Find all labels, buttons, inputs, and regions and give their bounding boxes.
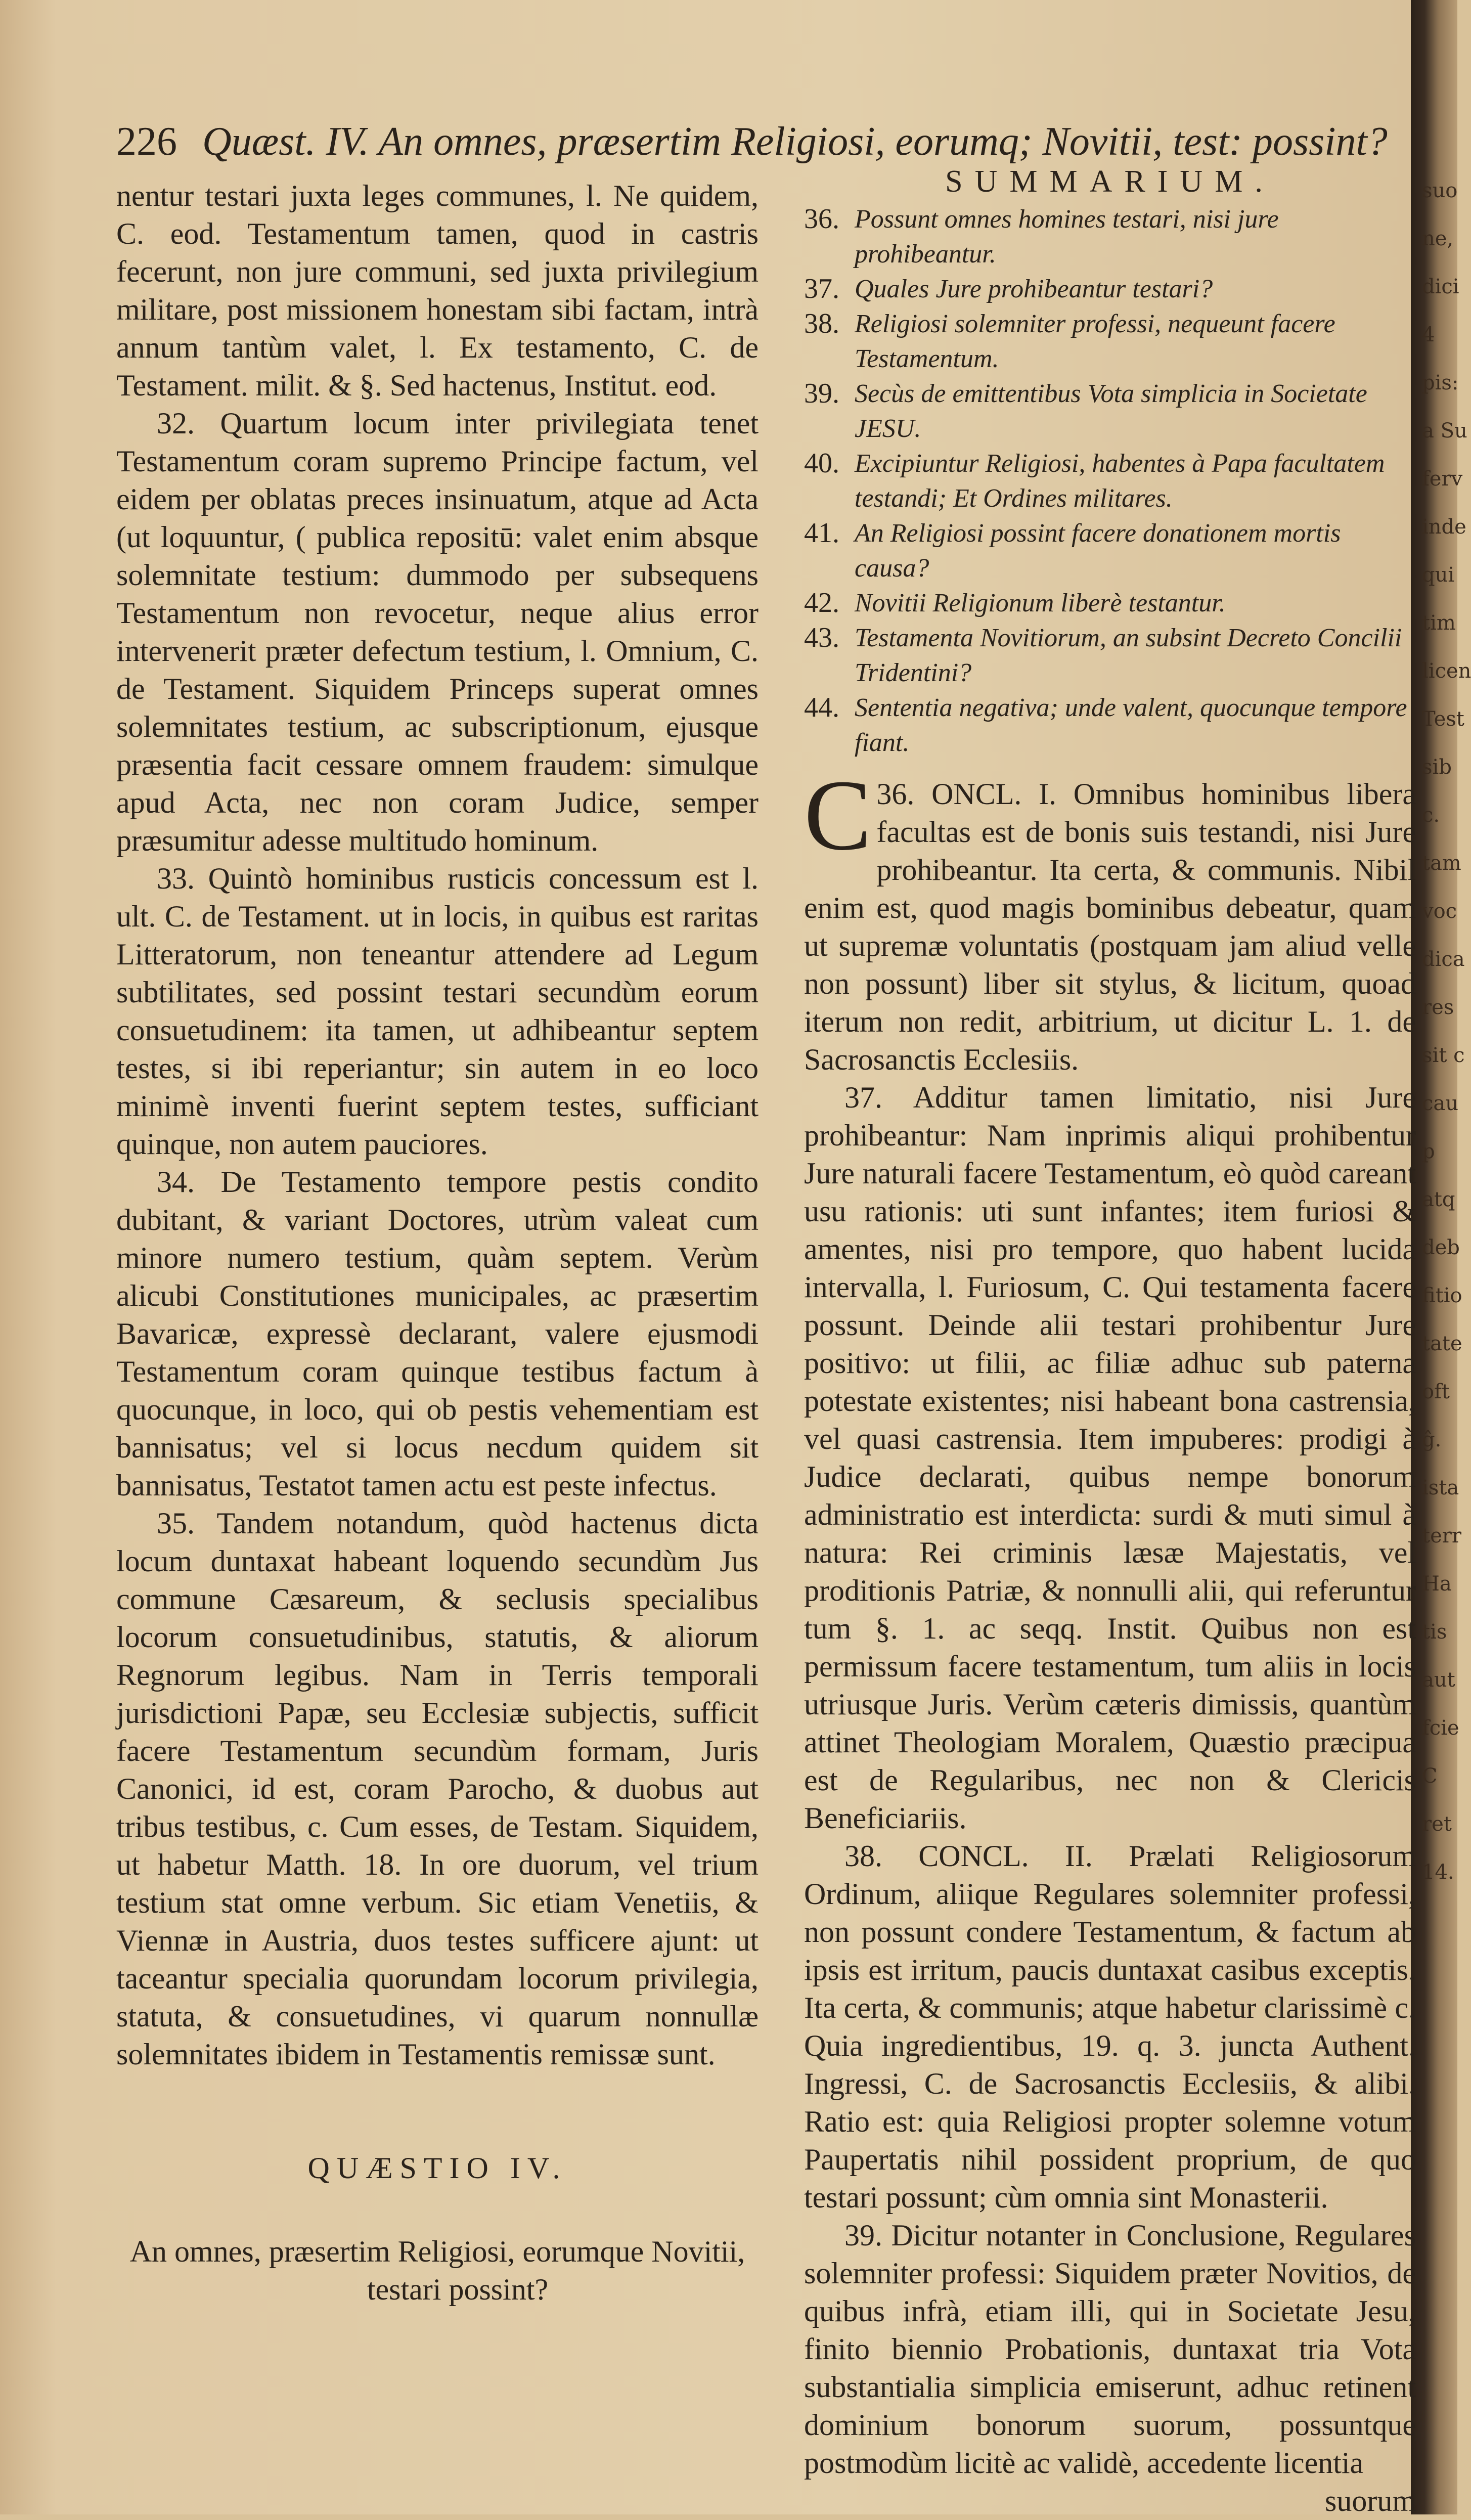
facing-page-fragment: a Su [1422, 419, 1467, 443]
facing-page-fragment: 4 [1422, 323, 1435, 346]
summarium-number: 41. [804, 517, 839, 549]
summarium-item [804, 376, 1416, 446]
paragraph: 39. Dicitur notanter in Conclusione, Regulares solemniter professi: Siquidem præter Novitios, de quibus infrà, etiam illi, qui in Societate Jesu, finito biennio Probationis, duntaxat tria Vota substantialia simplicia emiserunt, adhuc retinent dominium bonorum suorum, possuntque postmodùm licitè ac validè, accedente licentia [804, 2219, 1416, 2480]
facing-page-fragment: Test [1422, 708, 1464, 731]
facing-page-fragment: ne, [1422, 227, 1454, 250]
summarium-item [804, 446, 1416, 516]
facing-page-fragment: tam [1422, 852, 1461, 875]
facing-page-fragment: qui [1422, 563, 1455, 587]
summarium-title: SUMMARIUM. [945, 164, 1275, 199]
summarium-text: Possunt omnes homines testari, nisi jure prohibeantur. [855, 205, 1279, 269]
conclusion-1 [804, 760, 1416, 1079]
facing-page-fragment: dica [1422, 948, 1465, 971]
quaestio-question: An omnes, præsertim Religiosi, eorumque Novitii, testari possint? [129, 2235, 745, 2306]
facing-page-fragment: terr [1422, 1524, 1461, 1548]
summarium-number: 39. [804, 378, 839, 409]
summarium-item [804, 690, 1416, 760]
facing-page-fragment: tate [1422, 1332, 1462, 1355]
paragraph: 32. Quartum locum inter privilegiata tenet Testamentum coram supremo Principe factum, vel eidem per oblatas preces insinuatum, atque ad Acta (ut loquuntur, ( publica repositū: valet enim absque solemnitate testium: dummodo per subsequens Testamentum non revocetur, neque alius error intervenerit præter defectum testium, l. Omnium, C. de Testament. Siquidem Princeps superat omnes solemnitates testium, ac subscriptionum, ejusque præsentia facit cessare omnem fraudem: simulque apud Acta, nec non coram Judice, semper præsumitur adesse multitudo hominum. [116, 407, 759, 857]
facing-page-fragment: voc [1422, 900, 1457, 923]
summarium-text: Sententia negativa; unde valent, quocunque tempore fiant. [855, 693, 1407, 757]
facing-page-fragment: ĝ. [1422, 1428, 1442, 1451]
quaestio-title: QUÆSTIO IV. [307, 2151, 567, 2185]
summarium-number: 40. [804, 448, 839, 479]
facing-page-fragment: sit c [1422, 1044, 1465, 1067]
facing-page-fragment: pis: [1422, 371, 1459, 394]
summarium-text: Secùs de emittentibus Vota simplicia in Societate JESU. [855, 379, 1367, 443]
summarium-item [804, 272, 1416, 306]
summarium-item [804, 621, 1416, 690]
summarium-item [804, 202, 1416, 272]
summarium-text: Quales Jure prohibeantur testari? [855, 275, 1213, 303]
facing-page-fragment: C [1422, 1764, 1438, 1788]
summarium-number: 38. [804, 308, 839, 339]
facing-page-fragment: atq [1422, 1188, 1455, 1211]
left-column [116, 177, 759, 2309]
facing-page-fragment: ferv [1422, 467, 1463, 491]
conclusion-text: ONCL. I. Omnibus hominibus libera facultas est de bonis suis testandi, nisi Jure prohibeantur. Ita certa, & communis. Nibil enim est, quod magis bominibus debeatur, quam ut supremæ voluntatis (postquam jam aliud velle non possunt) liber sit stylus, & licitum, quoad iterum non redit, arbitrium, ut dicitur L. 1. de Sacrosanctis Ecclesiis. [804, 777, 1416, 1076]
summarium-item [804, 586, 1416, 621]
facing-page-fragment: tim [1422, 611, 1456, 635]
right-column [804, 163, 1416, 2520]
summarium-list [804, 202, 1416, 760]
facing-page-fragment: licen [1422, 659, 1471, 683]
paragraph: nentur testari juxta leges communes, l. Ne quidem, C. eod. Testamentum tamen, quod in castris fecerunt, non jure communi, sed juxta privilegium militare, post missionem honestam sibi factam, intrà annum tantùm valet, l. Ex testamento, C. de Testament. milit. & §. Sed hactenus, Institut. eod. [116, 179, 759, 402]
catchword: suorum [1325, 2484, 1416, 2517]
facing-page-fragment: aut [1422, 1668, 1455, 1692]
summarium-number: 42. [804, 587, 839, 618]
facing-page-fragment: dici [1422, 275, 1459, 298]
summarium-text: Excipiuntur Religiosi, habentes à Papa facultatem testandi; Et Ordines militares. [855, 449, 1385, 513]
facing-page-fragment: ret [1422, 1812, 1452, 1836]
drop-cap: C [804, 760, 872, 871]
summarium-text: Testamenta Novitiorum, an subsint Decreto Concilii Tridentini? [855, 624, 1402, 687]
facing-page-fragment: 14. [1422, 1861, 1454, 1884]
facing-page-fragment: c. [1422, 804, 1440, 827]
facing-page-fragment: deb [1422, 1236, 1460, 1259]
paragraph: 33. Quintò hominibus rusticis concessum est l. ult. C. de Testament. ut in locis, in quibus est raritas Litteratorum, non teneantur attendere ad Legum subtilitates, sed possint testari secundùm eorum consuetudinem: ita tamen, ut adhibeantur septem testes, si ibi reperiantur; sin autem in eo loco minimè inventi fuerint septem testes, sufficiant quinque, non autem pauciores. [116, 862, 759, 1161]
paragraph: 35. Tandem notandum, quòd hactenus dicta locum duntaxat habeant loquendo secundùm Jus commune Cæsareum, & seclusis specialibus locorum consuetudinibus, statutis, & aliorum Regnorum legibus. Nam in Terris temporali jurisdictioni Papæ, seu Ecclesiæ subjectis, sufficit facere Testamentum secundùm formam, Juris Canonici, id est, coram Parocho, & duobus aut tribus testibus, c. Cum esses, de Testam. Siquidem, ut habetur Matth. 18. In ore duorum, vel trium testium stat omne verbum. Sic etiam Venetiis, & Viennæ in Austria, duos testes sufficere ajunt: ut taceantur specialia quorundam locorum privilegia, statuta, & consuetudines, vi quarum nonnullæ solemnitates ibidem in Testamentis remissæ sunt. [116, 1507, 759, 2071]
facing-page-fragment: ista [1422, 1476, 1459, 1499]
summarium-item [804, 516, 1416, 586]
conclusion-number: 36. [876, 777, 915, 811]
facing-page-fragment: oft [1422, 1380, 1450, 1403]
summarium-number: 37. [804, 273, 839, 304]
facing-page-fragments [1422, 167, 1471, 1896]
running-header [116, 119, 1411, 169]
summarium-number: 36. [804, 203, 839, 235]
summarium-text: Religiosi solemniter professi, nequeunt facere Testamentum. [855, 310, 1335, 373]
facing-page-fragment: tis [1422, 1620, 1447, 1644]
running-title: Quæst. IV. An omnes, præsertim Religiosi, eorumq; Novitii, test: possint? [202, 119, 1388, 164]
facing-page-fragment: inde [1422, 515, 1466, 539]
facing-page-fragment: cau [1422, 1092, 1459, 1115]
facing-page-fragment: fcie [1422, 1716, 1459, 1740]
facing-page-fragment: suo [1422, 179, 1458, 202]
paragraph: 37. Additur tamen limitatio, nisi Jure prohibeantur: Nam inprimis aliqui prohibentur Jure naturali facere Testamentum, eò quòd careant usu rationis: uti sunt infantes; item furiosi & amentes, nisi pro tempore, quo habent lucida intervalla, l. Furiosum, C. Qui testamenta facere possunt. Deinde alii testari prohibentur Jure positivo: ut filii, ac filiæ adhuc sub paterna potestate existentes; nisi habeant bona castrensia, vel quasi castrensia. Item impuberes: prodigi à Judice declarati, quibus nempe bonorum administratio est interdicta: surdi & muti simul à natura: Rei criminis læsæ Majestatis, vel proditionis Patriæ, & nonnulli alii, qui referuntur tum §. 1. ac seqq. Instit. Quibus non est permissum facere testamentum, tum aliis in locis utriusque Juris. Verùm cæteris dimissis, quantùm attinet Theologiam Moralem, Quæstio præcipua est de Regularibus, nec non & Clericis Beneficiariis. [804, 1081, 1416, 1835]
facing-page-fragment: Ha [1422, 1572, 1452, 1596]
facing-page-fragment: res [1422, 996, 1454, 1019]
paragraph: 34. De Testamento tempore pestis condito dubitant, & variant Doctores, utrùm valeat cum minore numero testium, quàm septem. Verùm alicubi Constitutiones municipales, ac præsertim Bavaricæ, expressè declarant, valere ejusmodi Testamentum coram quinque testibus factum à quocunque, in loco, qui ob pestis vehementiam est bannisatus; vel si locus necdum quidem sit bannisatus, Testatot tamen actu est peste infectus. [116, 1165, 759, 1502]
facing-page-fragment: sib [1422, 756, 1452, 779]
paragraph: 38. CONCL. II. Prælati Religiosorum Ordinum, aliique Regulares solemniter professi, non possunt condere Testamentum, & factum ab ipsis est irritum, paucis duntaxat casibus exceptis. Ita certa, & communis; atque habetur clarissimè c. Quia ingredientibus, 19. q. 3. juncta Authent. Ingressi, C. de Sacrosanctis Ecclesiis, & alibi. Ratio est: quia Religiosi propter solemne votum Paupertatis nihil possident proprium, de quo testari possunt; cùm omnia sint Monasterii. [804, 1839, 1416, 2214]
summarium-number: 43. [804, 622, 839, 653]
summarium-item [804, 306, 1416, 376]
page-number: 226 [116, 119, 177, 164]
summarium-text: An Religiosi possint facere donationem mortis causa? [855, 519, 1341, 583]
summarium-text: Novitii Religionum liberè testantur. [855, 589, 1226, 617]
facing-page-fragment: p [1422, 1140, 1435, 1163]
summarium-number: 44. [804, 692, 839, 723]
facing-page-fragment: fitio [1422, 1284, 1462, 1307]
